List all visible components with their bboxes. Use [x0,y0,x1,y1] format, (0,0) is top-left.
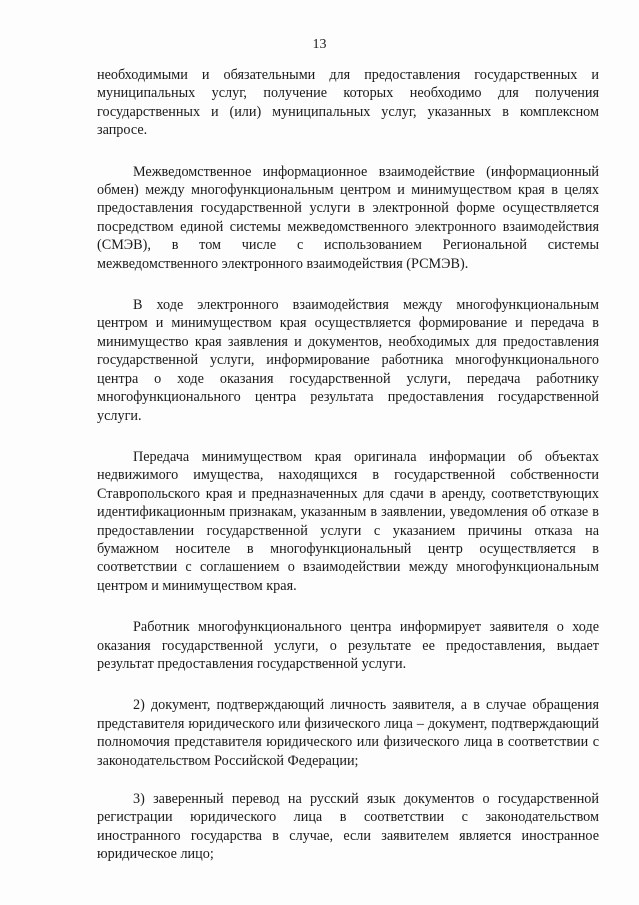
paragraph-employee-informs: Работник многофункционального центра информирует заявителя о ходе оказания государственной услуги, о результате ее предоставления, выдает результат предоставления государственной услуги. [97,619,599,672]
paragraph-electronic-interaction: В ходе электронного взаимодействия между многофункциональным центром и минимуществом края осуществляется формирование и передача в минимущество края заявления и документов, необходимых для предоставления государственной услуги, информирование работника многофункционального центра о ходе оказания государственной услуги, передача работнику многофункционального центра результата предоставления государственной услуги. [97,297,599,424]
paragraph-interagency-interaction: Межведомственное информационное взаимодействие (информационный обмен) между многофункциональным центром и минимуществом края в целях предоставления государственной услуги в электронной форме осуществляется посредством единой системы межведомственного электронного взаимодействия (СМЭВ), в том числе с использованием Региональной системы межведомственного электронного взаимодействия (РСМЭВ). [97,163,599,272]
document-body [97,66,599,887]
page-number: 13 [312,37,327,52]
paragraph-continuation: необходимыми и обязательными для предоставления государственных и муниципальных услуг, получение которых необходимо для получения государственных и (или) муниципальных услуг, указанных в комплексном запросе. [97,67,599,139]
list-item-3: 3) заверенный перевод на русский язык документов о государственной регистрации юридического лица в соответствии с законодательством иностранного государства в случае, если заявителем является иностранное юридическое лицо; [97,791,599,863]
list-item-2: 2) документ, подтверждающий личность заявителя, а в случае обращения представителя юридического или физического лица – документ, подтверждающий полномочия представителя юридического или физического лица в соответствии с законодательством Российской Федерации; [97,697,599,769]
paragraph-transfer-of-information: Передача минимуществом края оригинала информации об объектах недвижимого имущества, находящихся в государственной собственности Ставропольского края и предназначенных для сдачи в аренду, соответствующих идентификационным признакам, указанным в заявлении, уведомления об отказе в предоставлении государственной услуги с указанием причины отказа на бумажном носителе в многофункциональный центр осуществляется в соответствии с соглашением о взаимодействии между многофункциональным центром и минимуществом края. [97,448,599,594]
